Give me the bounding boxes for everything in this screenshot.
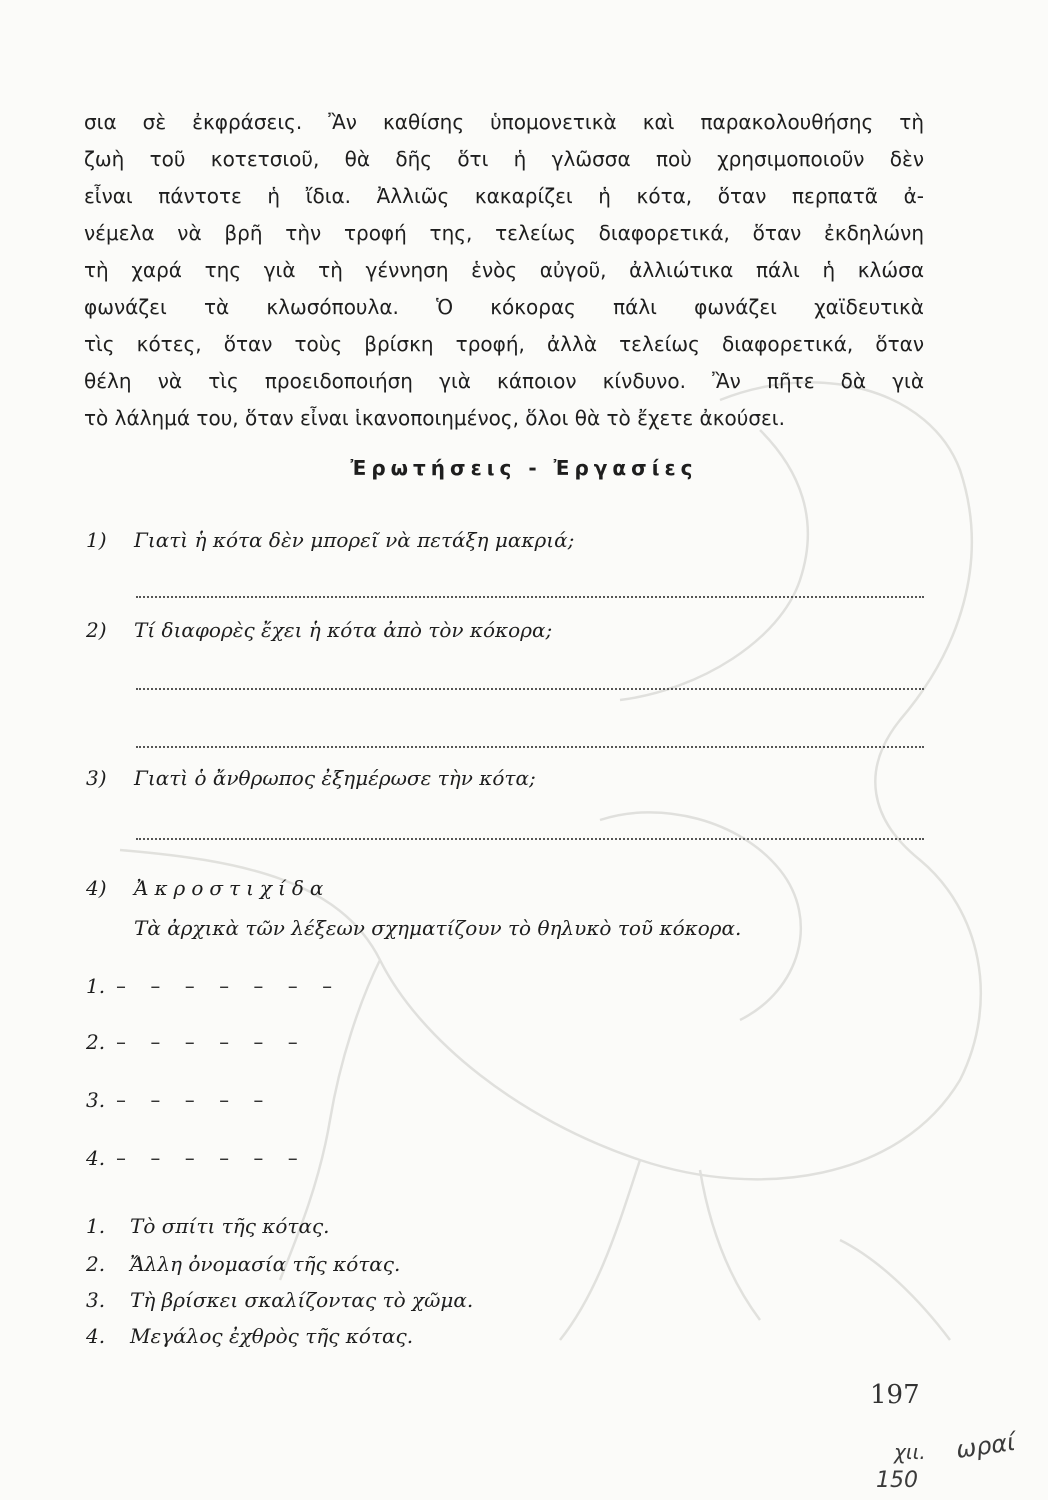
handwritten-note: 150 [876, 1468, 918, 1493]
answer-line[interactable] [136, 838, 924, 840]
paragraph-line: τὸ λάλημά του, ὅταν εἶναι ἱκανοποιημένος, ὅλοι θὰ τὸ ἔχετε ἀκούσει. [84, 406, 785, 430]
clue-text: Τὴ βρίσκει σκαλίζοντας τὸ χῶμα. [130, 1288, 474, 1312]
letter-blanks[interactable]: – – – – – – – [116, 974, 342, 998]
handwritten-note: ωραί [954, 1428, 1017, 1464]
row-number: 2. [86, 1030, 106, 1054]
row-number: 1. [86, 974, 106, 998]
question-3 [86, 766, 536, 790]
row-number: 3. [86, 1088, 106, 1112]
question-number: 2) [86, 618, 107, 642]
paragraph-line: θέλη νὰ τὶς προειδοποιήση γιὰ κάποιον κίνδυνο. Ἂν πῆτε δὰ γιὰ [84, 369, 924, 393]
acrostic-row-1[interactable] [86, 974, 341, 998]
letter-blanks[interactable]: – – – – – [116, 1088, 273, 1112]
question-text: Τί διαφορὲς ἔχει ἡ κότα ἀπὸ τὸν κόκορα; [134, 618, 553, 642]
clue-text: Τὸ σπίτι τῆς κότας. [130, 1214, 330, 1238]
row-number: 4. [86, 1146, 106, 1170]
clue-4 [86, 1324, 413, 1348]
answer-line[interactable] [136, 688, 924, 690]
question-text: Ἀκροστιχίδα [134, 876, 330, 900]
answer-line[interactable] [136, 596, 924, 598]
clue-3 [86, 1288, 473, 1312]
question-1 [86, 528, 574, 552]
clue-number: 4. [86, 1324, 106, 1348]
answer-line[interactable] [136, 746, 924, 748]
question-number: 4) [86, 876, 107, 900]
page-number: 197 [870, 1380, 920, 1410]
paragraph-line: σια σὲ ἐκφράσεις. Ἂν καθίσης ὑπομονετικὰ καὶ παρακολουθήσης τὴ [84, 110, 924, 134]
clue-1 [86, 1214, 330, 1238]
body-paragraph [84, 104, 924, 437]
acrostic-row-3[interactable] [86, 1088, 272, 1112]
paragraph-line: ζωὴ τοῦ κοτετσιοῦ, θὰ δῆς ὅτι ἡ γλῶσσα ποὺ χρησιμοποιοῦν δὲν [84, 147, 924, 171]
paragraph-line: φωνάζει τὰ κλωσόπουλα. Ὁ κόκορας πάλι φωνάζει χαϊδευτικὰ [84, 295, 924, 319]
letter-blanks[interactable]: – – – – – – [116, 1030, 307, 1054]
paragraph-line: νέμελα νὰ βρῆ τὴν τροφή της, τελείως διαφορετικά, ὅταν ἐκδηλώνη [84, 221, 924, 245]
question-number: 1) [86, 528, 107, 552]
paragraph-line: τὴ χαρά της γιὰ τὴ γέννηση ἑνὸς αὐγοῦ, ἀλλιώτικα πάλι ἡ κλώσα [84, 258, 924, 282]
paragraph-line: εἶναι πάντοτε ἡ ἴδια. Ἀλλιῶς κακαρίζει ἡ κότα, ὅταν περπατᾶ ἀ- [84, 184, 924, 208]
paragraph-line: τὶς κότες, ὅταν τοὺς βρίσκη τροφή, ἀλλὰ τελείως διαφορετικά, ὅταν [84, 332, 924, 356]
acrostic-row-4[interactable] [86, 1146, 307, 1170]
handwritten-note: χιι. [894, 1440, 926, 1464]
letter-blanks[interactable]: – – – – – – [116, 1146, 307, 1170]
question-2 [86, 618, 552, 642]
clue-text: Μεγάλος ἐχθρὸς τῆς κότας. [130, 1324, 414, 1348]
question-text: Γιατὶ ἡ κότα δὲν μπορεῖ νὰ πετάξη μακριά; [134, 528, 575, 552]
question-text: Γιατὶ ὁ ἄνθρωπος ἐξημέρωσε τὴν κότα; [134, 766, 536, 790]
acrostic-instruction: Τὰ ἀρχικὰ τῶν λέξεων σχηματίζουν τὸ θηλυκὸ τοῦ κόκορα. [134, 916, 742, 940]
question-number: 3) [86, 766, 107, 790]
clue-2 [86, 1252, 400, 1276]
clue-number: 2. [86, 1252, 106, 1276]
section-heading: Ἐρωτήσεις - Ἐργασίες [350, 456, 698, 480]
clue-number: 3. [86, 1288, 106, 1312]
question-4 [86, 876, 329, 900]
clue-text: Ἄλλη ὀνομασία τῆς κότας. [130, 1252, 401, 1276]
acrostic-row-2[interactable] [86, 1030, 307, 1054]
clue-number: 1. [86, 1214, 106, 1238]
